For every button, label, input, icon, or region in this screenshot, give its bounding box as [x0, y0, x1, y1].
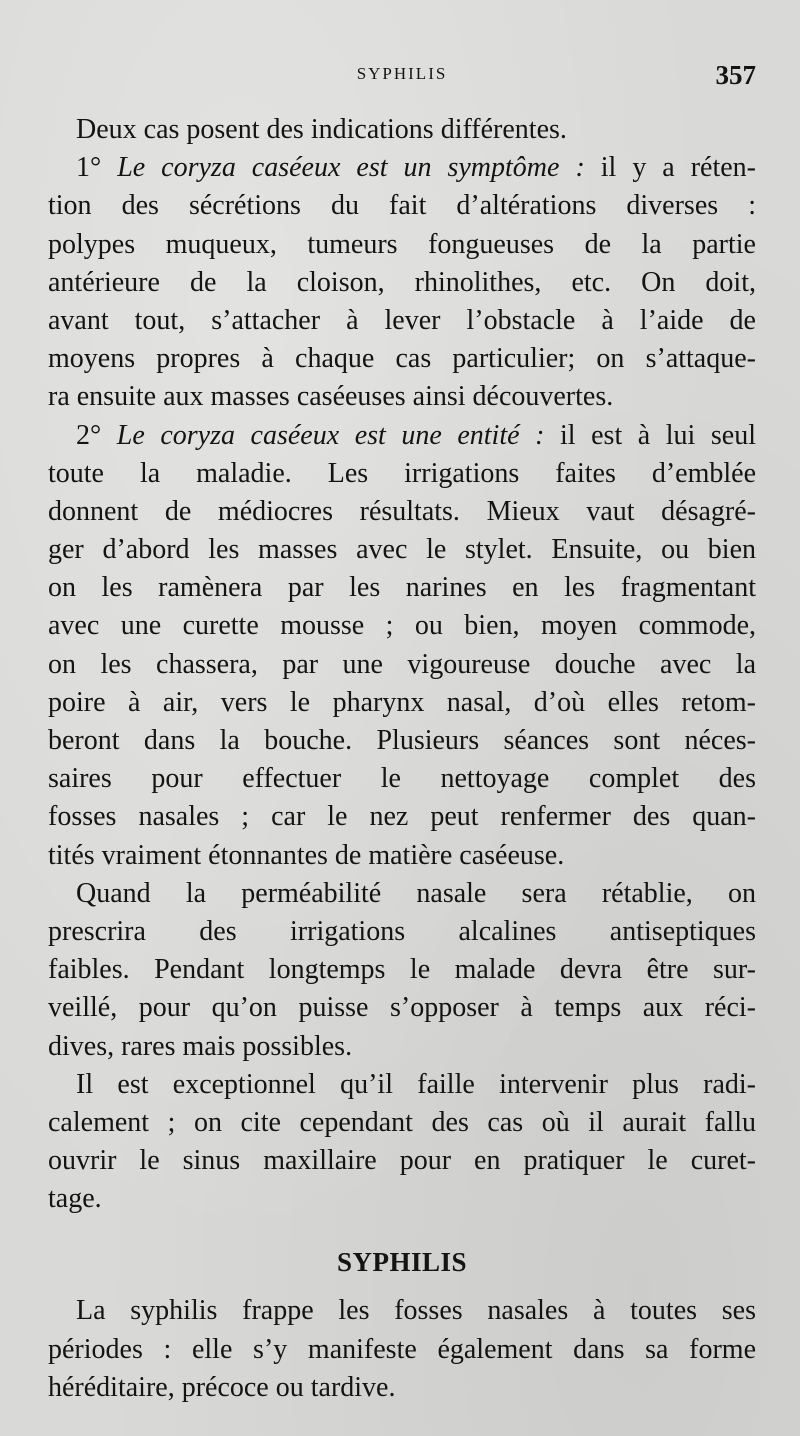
text-line: antérieure de la cloison, rhinolithes, etc. On doit, — [48, 266, 756, 298]
text-line: dives, rares mais possibles. — [48, 1030, 353, 1062]
text-line: on les chassera, par une vigoureuse douche avec la — [48, 648, 756, 680]
text-line: Deux cas posent des indications différentes. — [76, 114, 567, 145]
text-line: 2° Le coryza caséeux est une entité : il est à lui seul — [76, 419, 756, 451]
text-line: moyens propres à chaque cas particulier; on s’attaque- — [48, 343, 756, 375]
text-line: tage. — [48, 1183, 102, 1215]
text-line: tités vraiment étonnantes de matière caséeuse. — [48, 839, 565, 871]
running-title: SYPHILIS — [356, 64, 448, 83]
text-line: fosses nasales ; car le nez peut renfermer des quan- — [48, 801, 756, 833]
text-line: avant tout, s’attacher à lever l’obstacle à l’aide de — [48, 304, 756, 336]
text-line: toute la maladie. Les irrigations faites d’emblée — [48, 457, 756, 489]
text-line: Il est exceptionnel qu’il faille intervenir plus radi- — [76, 1068, 756, 1100]
text-line: tion des sécrétions du fait d’altérations diverses : — [48, 190, 756, 222]
page-number: 357 — [715, 60, 756, 90]
text-line: beront dans la bouche. Plusieurs séances sont néces- — [48, 725, 756, 756]
text-line: avec une curette mousse ; ou bien, moyen commode, — [48, 610, 756, 642]
text-line: faibles. Pendant longtemps le malade devra être sur- — [48, 954, 756, 986]
text-line: ouvrir le sinus maxillaire pour en pratiquer le curet- — [48, 1145, 756, 1177]
text-line: saires pour effectuer le nettoyage complet des — [48, 763, 756, 795]
text-line: ra ensuite aux masses caséeuses ainsi découvertes. — [48, 381, 614, 413]
text-line: périodes : elle s’y manifeste également dans sa forme — [48, 1333, 756, 1365]
italic-phrase: Le coryza caséeux est une entité : — [116, 419, 545, 451]
text-line: veillé, pour qu’on puisse s’opposer à temps aux réci- — [48, 992, 756, 1024]
section-heading: SYPHILIS — [336, 1247, 468, 1278]
text-line: on les ramènera par les narines en les fragmentant — [48, 572, 756, 604]
text-line: La syphilis frappe les fosses nasales à toutes ses — [76, 1295, 756, 1327]
text-line: poire à air, vers le pharynx nasal, d’où elles retom- — [48, 686, 756, 718]
running-header — [48, 60, 756, 94]
text-line: calement ; on cite cependant des cas où il aurait fallu — [48, 1106, 756, 1138]
text-line: 1° Le coryza caséeux est un symptôme : il y a réten- — [76, 152, 756, 184]
body-text — [48, 111, 756, 1407]
text-line: donnent de médiocres résultats. Mieux vaut désagré- — [48, 495, 756, 527]
text-line: Quand la perméabilité nasale sera rétablie, on — [76, 877, 756, 909]
text-line: prescrira des irrigations alcalines antiseptiques — [48, 915, 756, 947]
italic-phrase: Le coryza caséeux est un symptôme : — [117, 152, 585, 184]
text-line: héréditaire, précoce ou tardive. — [48, 1371, 396, 1403]
text-line: polypes muqueux, tumeurs fongueuses de la partie — [48, 228, 756, 260]
text-line: ger d’abord les masses avec le stylet. Ensuite, ou bien — [48, 534, 756, 566]
